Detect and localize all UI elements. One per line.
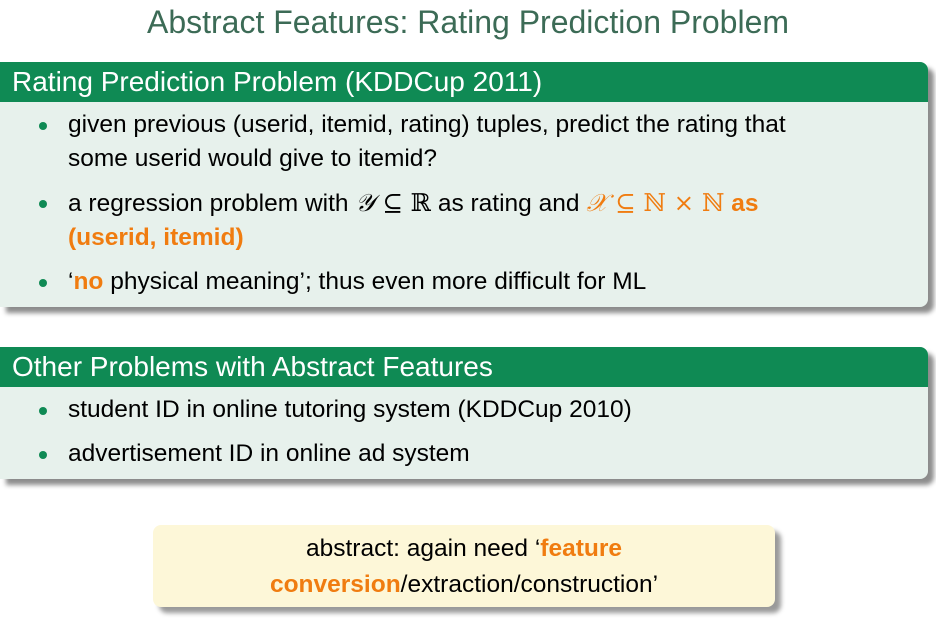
item-text: student ID in online tutoring system (KDDCup 2010) <box>68 396 632 423</box>
list-item <box>0 393 928 427</box>
other-problems-block <box>0 347 928 479</box>
other-problems-header: Other Problems with Abstract Features <box>0 347 928 387</box>
math-reals: ℝ <box>410 188 432 217</box>
math-subset: ⊆ <box>374 188 411 217</box>
math-x-symbol: 𝒳 <box>586 188 608 217</box>
rating-prediction-body <box>0 102 928 307</box>
highlight-feature: feature <box>540 535 622 562</box>
bullet-icon <box>39 279 47 287</box>
item-text-pre: a regression problem with <box>68 190 356 217</box>
list-item <box>0 437 928 471</box>
other-problems-body <box>0 387 928 479</box>
highlight-as: as <box>724 190 759 217</box>
list-item <box>0 265 928 299</box>
conclusion-note <box>153 525 775 607</box>
bullet-icon <box>39 200 47 208</box>
item-text: advertisement ID in online ad system <box>68 440 470 467</box>
math-y-symbol: 𝒴 <box>355 188 375 217</box>
item-text-line2: some userid would give to itemid? <box>68 145 438 172</box>
note-post: /extraction/construction’ <box>400 571 659 598</box>
rating-prediction-list <box>0 108 928 299</box>
item-text-line1: given previous (userid, itemid, rating) tuples, predict the rating that <box>68 111 786 138</box>
highlight-no: no <box>73 268 104 295</box>
bullet-icon <box>39 407 47 415</box>
note-pre: abstract: again need ‘ <box>306 535 541 562</box>
list-item <box>0 186 928 255</box>
quote-open: ‘ <box>68 268 74 295</box>
item-text-rest: physical meaning’; thus even more difficult for ML <box>103 268 647 295</box>
highlight-userid-itemid: (userid, itemid) <box>68 224 244 251</box>
bullet-icon <box>39 451 47 459</box>
rating-prediction-header: Rating Prediction Problem (KDDCup 2011) <box>0 62 928 102</box>
slide-title: Abstract Features: Rating Prediction Problem <box>146 4 790 40</box>
rating-prediction-block <box>0 62 928 307</box>
highlight-conversion: conversion <box>269 571 401 598</box>
other-problems-list <box>0 393 928 471</box>
item-text-mid: as rating and <box>431 190 587 217</box>
list-item <box>0 108 928 176</box>
bullet-icon <box>39 122 47 130</box>
math-x-domain: ⊆ ℕ × ℕ <box>607 188 725 217</box>
